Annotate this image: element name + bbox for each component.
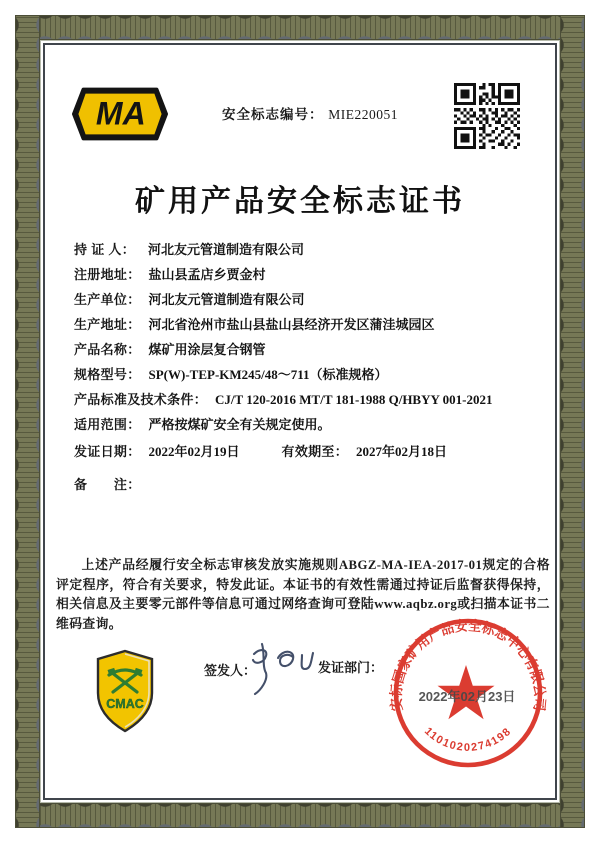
field-row-registered-address (74, 266, 554, 284)
field-row-standards (74, 391, 554, 409)
border-band-left (15, 15, 40, 828)
issuer-label: 发证部门： (318, 660, 384, 675)
cmac-label: CMAC (106, 697, 144, 711)
cmac-shield-icon (93, 648, 157, 734)
official-red-stamp (388, 613, 548, 773)
stamp-serial: 1101020274198 (421, 725, 515, 754)
ma-mark-logo (72, 84, 168, 144)
stamp-org-text: 安标国家矿用产品安全标志中心有限公司 (389, 619, 547, 713)
ma-logo-text: MA (95, 95, 146, 132)
statement-paragraph: 上述产品经履行安全标志审核发放实施规则ABGZ-MA-IEA-2017-01规定的合格评定程序，符合有关要求，特发此证。本证书的有效性需通过持证后监督获得保持，相关信息及主要零元部件等信息可通过网络查询可登陆www.aqbz.org或扫描本证书二维码查询。 (56, 558, 550, 631)
page-title: 矿用产品安全标志证书 (135, 185, 465, 218)
field-value: 盐山县孟店乡贾金村 (148, 267, 266, 282)
stamp-date: 2022年02月23日 (418, 689, 516, 704)
field-value: 河北友元管道制造有限公司 (148, 292, 305, 307)
field-row-holder (74, 241, 554, 259)
qr-code-icon (454, 83, 520, 149)
valid-until-value: 2027年02月18日 (356, 444, 448, 459)
certificate-fields (74, 241, 554, 501)
field-row-production-address (74, 316, 554, 334)
field-value: CJ/T 120-2016 MT/T 181-1988 Q/HBYY 001-2021 (215, 392, 493, 407)
field-label: 生产单位： (74, 292, 141, 307)
field-label: 持 证 人： (74, 242, 136, 257)
remark-label: 备 注： (74, 477, 141, 492)
field-row-dates (74, 443, 554, 461)
cert-number-line (170, 103, 450, 123)
field-label: 产品名称： (74, 342, 141, 357)
field-value: SP(W)-TEP-KM245/48～711（标准规格） (148, 367, 388, 382)
border-band-right (560, 15, 585, 828)
field-row-model-spec (74, 366, 554, 384)
svg-text:1101020274198 (422, 725, 514, 754)
border-band-bottom (15, 803, 585, 828)
field-value: 河北省沧州市盐山县盐山县经济开发区蒲洼城园区 (148, 317, 435, 332)
field-row-manufacturer (74, 291, 554, 309)
cert-number-label: 安全标志编号： (221, 107, 324, 122)
field-label: 产品标准及技术条件： (74, 392, 208, 407)
field-row-product-name (74, 341, 554, 359)
field-row-scope (74, 416, 554, 434)
valid-until-label: 有效期至： (281, 444, 349, 459)
field-label: 规格型号： (74, 367, 141, 382)
cert-number-value: MIE220051 (328, 107, 398, 122)
field-label: 生产地址： (74, 317, 141, 332)
field-label: 适用范围： (74, 417, 141, 432)
border-band-top (15, 15, 585, 40)
issue-date-label: 发证日期： (74, 444, 141, 459)
issue-date-value: 2022年02月19日 (148, 444, 240, 459)
field-row-remark (74, 476, 554, 494)
signer-label: 签发人： (204, 663, 257, 678)
field-value: 河北友元管道制造有限公司 (148, 242, 305, 257)
field-value: 煤矿用涂层复合钢管 (148, 342, 266, 357)
handwritten-signature (242, 638, 324, 698)
field-value: 严格按煤矿安全有关规定使用。 (148, 417, 331, 432)
field-label: 注册地址： (74, 267, 141, 282)
